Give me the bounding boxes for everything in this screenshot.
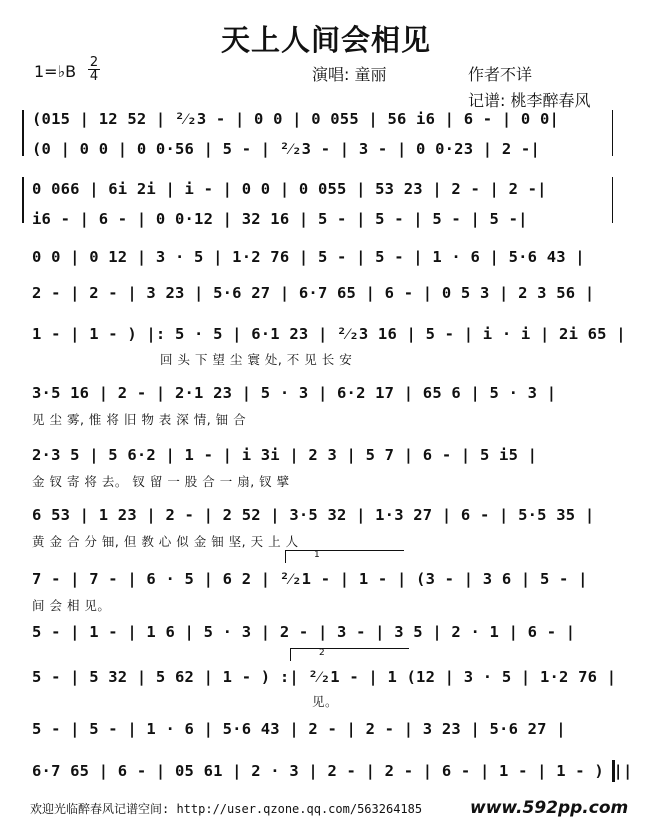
composer-credit: 作者不详	[468, 65, 533, 84]
lyric-line: 间 会 相 见。	[32, 598, 111, 613]
staff-line: (015 | 12 52 | ²⁄₂3 - | 0 0 | 0 055 | 56 i6 | 6 - | 0 0|	[32, 110, 560, 128]
lyric-line: 黄 金 合 分 钿, 但 教 心 似 金 钿 坚, 天 上 人	[32, 534, 299, 549]
lyric-line: 见 尘 雾, 惟 将 旧 物 表 深 情, 钿 合	[32, 412, 247, 427]
lyric-line: 见。	[312, 694, 339, 709]
system-brace	[22, 110, 24, 156]
time-signature-top: 2	[89, 55, 99, 70]
staff-line: 2 - | 2 - | 3 23 | 5·6 27 | 6·7 65 | 6 - | 0 5 3 | 2 3 56 |	[32, 284, 595, 302]
staff-line: 5 - | 5 - | 1 · 6 | 5·6 43 | 2 - | 2 - | 3 23 | 5·6 27 |	[32, 720, 566, 738]
footer-site-watermark: www.592pp.com	[470, 798, 629, 818]
staff-line: 3·5 16 | 2 - | 2·1 23 | 5 · 3 | 6·2 17 | 65 6 | 5 · 3 |	[32, 384, 557, 402]
barline	[612, 177, 613, 223]
staff-line: 7 - | 7 - | 6 · 5 | 6 2 | ²⁄₂1 - | 1 - | (3 - | 3 6 | 5 - |	[32, 570, 588, 588]
system-brace	[22, 177, 24, 223]
time-signature-bottom: 4	[89, 69, 99, 84]
staff-line: 0 0 | 0 12 | 3 · 5 | 1·2 76 | 5 - | 5 - | 1 · 6 | 5·6 43 |	[32, 248, 585, 266]
time-signature	[88, 56, 100, 83]
staff-line: 5 - | 1 - | 1 6 | 5 · 3 | 2 - | 3 - | 3 5 | 2 · 1 | 6 - |	[32, 623, 576, 641]
staff-line: 0 066 | 6i 2i | i - | 0 0 | 0 055 | 53 23 | 2 - | 2 -|	[32, 180, 547, 198]
volta-bracket-1: 1	[285, 550, 404, 563]
singer-credit: 演唱: 童丽	[312, 65, 387, 84]
lyric-line: 回 头 下 望 尘 寰 处, 不 见 长 安	[160, 352, 353, 367]
staff-line: 6 53 | 1 23 | 2 - | 2 52 | 3·5 32 | 1·3 27 | 6 - | 5·5 35 |	[32, 506, 595, 524]
transcriber-credit: 记谱: 桃李醉春风	[468, 91, 591, 110]
staff-line: 6·7 65 | 6 - | 05 61 | 2 · 3 | 2 - | 2 - | 6 - | 1 - | 1 - ) ||	[32, 762, 633, 780]
volta-bracket-2: 2	[290, 648, 409, 661]
staff-line: (0 | 0 0 | 0 0·56 | 5 - | ²⁄₂3 - | 3 - | 0 0·23 | 2 -|	[32, 140, 540, 158]
barline	[612, 110, 613, 156]
staff-line: i6 - | 6 - | 0 0·12 | 32 16 | 5 - | 5 - | 5 - | 5 -|	[32, 210, 528, 228]
staff-line: 5 - | 5 32 | 5 62 | 1 - ) :| ²⁄₂1 - | 1 (12 | 3 · 5 | 1·2 76 |	[32, 668, 617, 686]
staff-line: 2·3 5 | 5 6·2 | 1 - | i 3i | 2 3 | 5 7 | 6 - | 5 i5 |	[32, 446, 538, 464]
song-title: 天上人间会相见	[220, 23, 431, 57]
footer-link-text: 欢迎光临醉春风记谱空间: http://user.qzone.qq.com/563264185	[30, 802, 423, 816]
key-signature: 1=♭B	[34, 62, 77, 81]
final-barline	[612, 760, 615, 782]
staff-line: 1 - | 1 - ) |: 5 · 5 | 6·1 23 | ²⁄₂3 16 | 5 - | i · i | 2i 65 |	[32, 325, 626, 343]
lyric-line: 金 钗 寄 将 去。 钗 留 一 股 合 一 扇, 钗 擘	[32, 474, 290, 489]
